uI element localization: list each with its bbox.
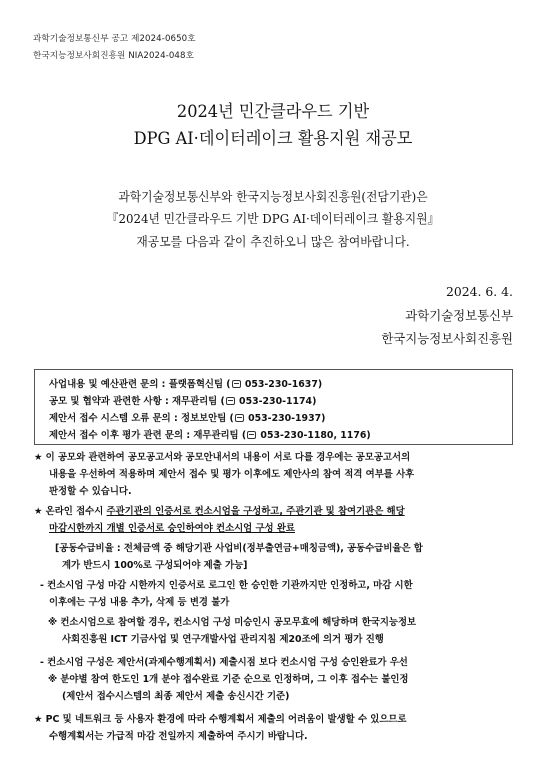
contact-label: 제안서 접수 시스템 오류 문의 : 정보보안팀 ( — [49, 413, 234, 424]
note-4-line-1: - 컨소시엄 구성 마감 시한까지 인증서로 로그인 한 승인한 기관까지만 인정하고, 마감 시한 — [40, 580, 413, 591]
org-msit: 과학기술정보통신부 — [405, 308, 513, 323]
org-nia: 한국지능정보사회진흥원 — [381, 331, 513, 346]
note-7-line-2: (제안서 접수시스템의 최종 제안서 제출 송신시간 기준) — [62, 691, 290, 702]
contact-phone: 053-230-1174) — [235, 396, 317, 407]
announce-date: 2024. 6. 4. — [446, 284, 513, 299]
contact-label: 공모 및 협약과 관련한 사항 : 재무관리팀 ( — [49, 396, 225, 407]
phone-icon — [235, 414, 244, 422]
note-2-prefix: ★ 온라인 접수시 — [34, 506, 107, 517]
contact-phone: 053-230-1637) — [241, 379, 323, 390]
intro-line-2: 『2024년 민간클라우드 기반 DPG AI·데이터레이크 활용지원』 — [106, 211, 440, 226]
phone-icon — [247, 431, 256, 439]
contact-row — [49, 393, 316, 407]
note-5-line-2: 사회진흥원 ICT 기금사업 및 연구개발사업 관리지침 제20조에 의거 평가 진행 — [62, 634, 384, 645]
note-2-underlined: 주관기관의 인증서로 컨소시엄을 구성하고, 주관기관 및 참여기관은 해당 — [106, 506, 405, 517]
phone-icon — [226, 397, 235, 405]
contact-row — [49, 376, 322, 390]
note-5-line-1: ※ 컨소시엄으로 참여할 경우, 컨소시엄 구성 미승인시 공모무효에 해당하며 한국지능정보 — [48, 617, 417, 628]
intro-line-3: 재공모를 다음과 같이 추진하오니 많은 참여바랍니다. — [136, 234, 410, 249]
contact-phone: 053-230-1180, 1176) — [257, 430, 371, 441]
note-1-line-1: ★ 이 공모와 관련하여 공모공고서와 공모안내서의 내용이 서로 다를 경우에는 공모공고서의 — [34, 452, 411, 463]
contact-row — [49, 410, 325, 424]
note-2-line-1 — [34, 503, 405, 517]
title-line-1: 2024년 민간클라우드 기반 — [176, 102, 370, 122]
contact-box — [34, 369, 513, 445]
contact-row — [49, 427, 371, 441]
note-1-line-2: 내용을 우선하여 적용하며 제안서 접수 및 평가 이후에도 제안사의 참여 적격 여부를 사후 — [49, 469, 415, 480]
note-8-line-1: ★ PC 및 네트워크 등 사용자 환경에 따라 수행계획서 제출의 어려움이 발생할 수 있으므로 — [34, 714, 407, 725]
note-2-line-2: 마감시한까지 개별 인증서로 승인하여야 컨소시엄 구성 완료 — [49, 523, 295, 534]
note-6: - 컨소시엄 구성은 제안서(과제수행계획서) 제출시점 보다 컨소시엄 구성 승인완료가 우선 — [40, 657, 408, 668]
nia-number: 한국지능정보사회진흥원 NIA2024-048호 — [33, 51, 194, 61]
title-line-2: DPG AI·데이터레이크 활용지원 재공모 — [133, 129, 413, 149]
note-7-line-1: ※ 분야별 참여 한도인 1개 분야 접수완료 기준 순으로 인정하며, 그 이후 접수는 불인정 — [48, 674, 409, 685]
note-1-line-3: 판정할 수 있습니다. — [49, 486, 132, 497]
note-3-line-1: [공동수급비율 : 전체금액 중 해당기관 사업비(정부출연금+매칭금액), 공동수급비율은 합 — [55, 543, 423, 554]
contact-label: 제안서 접수 이후 평가 관련 문의 : 재무관리팀 ( — [49, 430, 247, 441]
contact-phone: 053-230-1937) — [244, 413, 326, 424]
contact-label: 사업내용 및 예산관련 문의 : 플랫폼혁신팀 ( — [49, 379, 231, 390]
note-3-line-2: 계가 반드시 100%로 구성되어야 제출 가능] — [62, 560, 248, 571]
note-4-line-2: 이후에는 구성 내용 추가, 삭제 등 변경 불가 — [49, 597, 230, 608]
phone-icon — [232, 380, 241, 388]
note-8-line-2: 수행계획서는 가급적 마감 전일까지 제출하여 주시기 바랍니다. — [49, 731, 308, 742]
notice-number: 과학기술정보통신부 공고 제2024-0650호 — [33, 34, 196, 44]
intro-line-1: 과학기술정보통신부와 한국지능정보사회진흥원(전담기관)은 — [118, 189, 428, 204]
